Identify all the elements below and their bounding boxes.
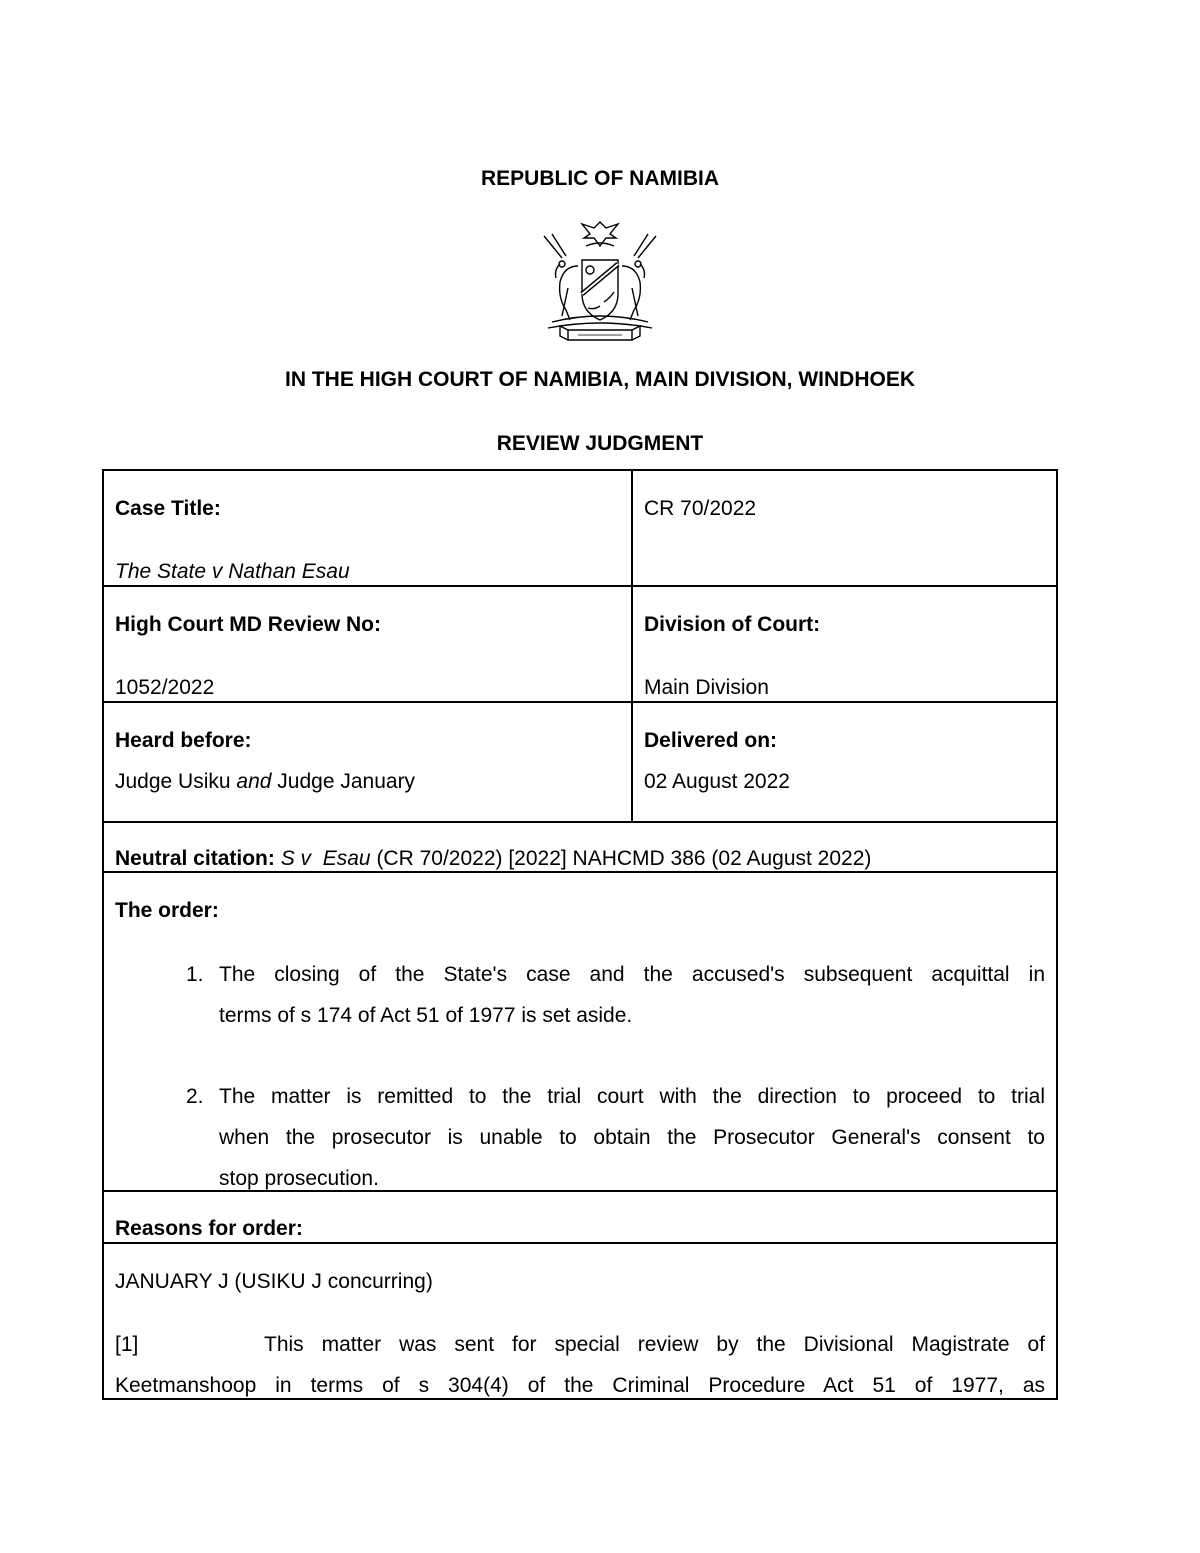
country-heading: REPUBLIC OF NAMIBIA — [481, 167, 719, 190]
review-number-value: 1052/2022 — [115, 676, 215, 699]
order-item-2 — [219, 1076, 1045, 1199]
case-details-table — [102, 469, 1058, 1400]
review-number-label: High Court MD Review No: — [115, 613, 381, 636]
order-item-number: 1. — [186, 963, 204, 986]
division-label: Division of Court: — [644, 613, 821, 636]
division-value: Main Division — [644, 676, 769, 699]
paragraph-line: Keetmanshoop in terms of s 304(4) of the Criminal Procedure Act 51 of 1977, as — [115, 1374, 1045, 1397]
table-border-right — [1056, 469, 1058, 1400]
neutral-citation — [115, 847, 871, 871]
conjunction: and — [236, 770, 272, 793]
reasons-label: Reasons for order: — [115, 1217, 303, 1240]
delivered-on-value: 02 August 2022 — [644, 770, 790, 793]
table-row-divider — [102, 871, 1058, 873]
table-border-left — [102, 469, 104, 1400]
court-heading: IN THE HIGH COURT OF NAMIBIA, MAIN DIVISION, WINDHOEK — [285, 368, 915, 391]
order-item-number: 2. — [186, 1085, 204, 1108]
judgment-type-heading: REVIEW JUDGMENT — [496, 432, 704, 455]
judge-one: Judge Usiku — [115, 770, 231, 793]
table-column-divider — [631, 469, 633, 822]
table-row-divider — [102, 1242, 1058, 1244]
table-row-divider — [102, 701, 1058, 703]
case-number: CR 70/2022 — [644, 497, 757, 520]
case-title-value: The State v Nathan Esau — [115, 560, 350, 583]
order-item-line: when the prosecutor is unable to obtain the Prosecutor General's consent to — [219, 1126, 1045, 1149]
heard-before-label: Heard before: — [115, 729, 252, 752]
order-label: The order: — [115, 899, 219, 922]
order-item-line: terms of s 174 of Act 51 of 1977 is set aside. — [219, 1004, 633, 1027]
order-item-line: The closing of the State's case and the accused's subsequent acquittal in — [219, 963, 1045, 986]
neutral-citation-label: Neutral citation: — [115, 847, 275, 870]
order-item-line: The matter is remitted to the trial court with the direction to proceed to trial — [219, 1085, 1045, 1108]
citation-reference: (CR 70/2022) [2022] NAHCMD 386 (02 August 2022) — [376, 847, 872, 870]
order-item-line: stop prosecution. — [219, 1167, 379, 1190]
judge-two: Judge January — [277, 770, 416, 793]
heard-before-value — [115, 770, 415, 794]
table-row-divider — [102, 585, 1058, 587]
table-row-divider — [102, 821, 1058, 823]
citation-parties: S v Esau — [280, 847, 371, 870]
order-item-1 — [219, 954, 1045, 1036]
paragraph-1 — [115, 1324, 1045, 1406]
case-title-label: Case Title: — [115, 497, 221, 520]
paragraph-line: [1] This matter was sent for special review by the Divisional Magistrate of — [115, 1333, 1045, 1356]
table-border-top — [102, 469, 1058, 471]
coat-of-arms-of-namibia-icon — [538, 218, 662, 344]
reasons-author: JANUARY J (USIKU J concurring) — [115, 1270, 433, 1293]
delivered-on-label: Delivered on: — [644, 729, 778, 752]
